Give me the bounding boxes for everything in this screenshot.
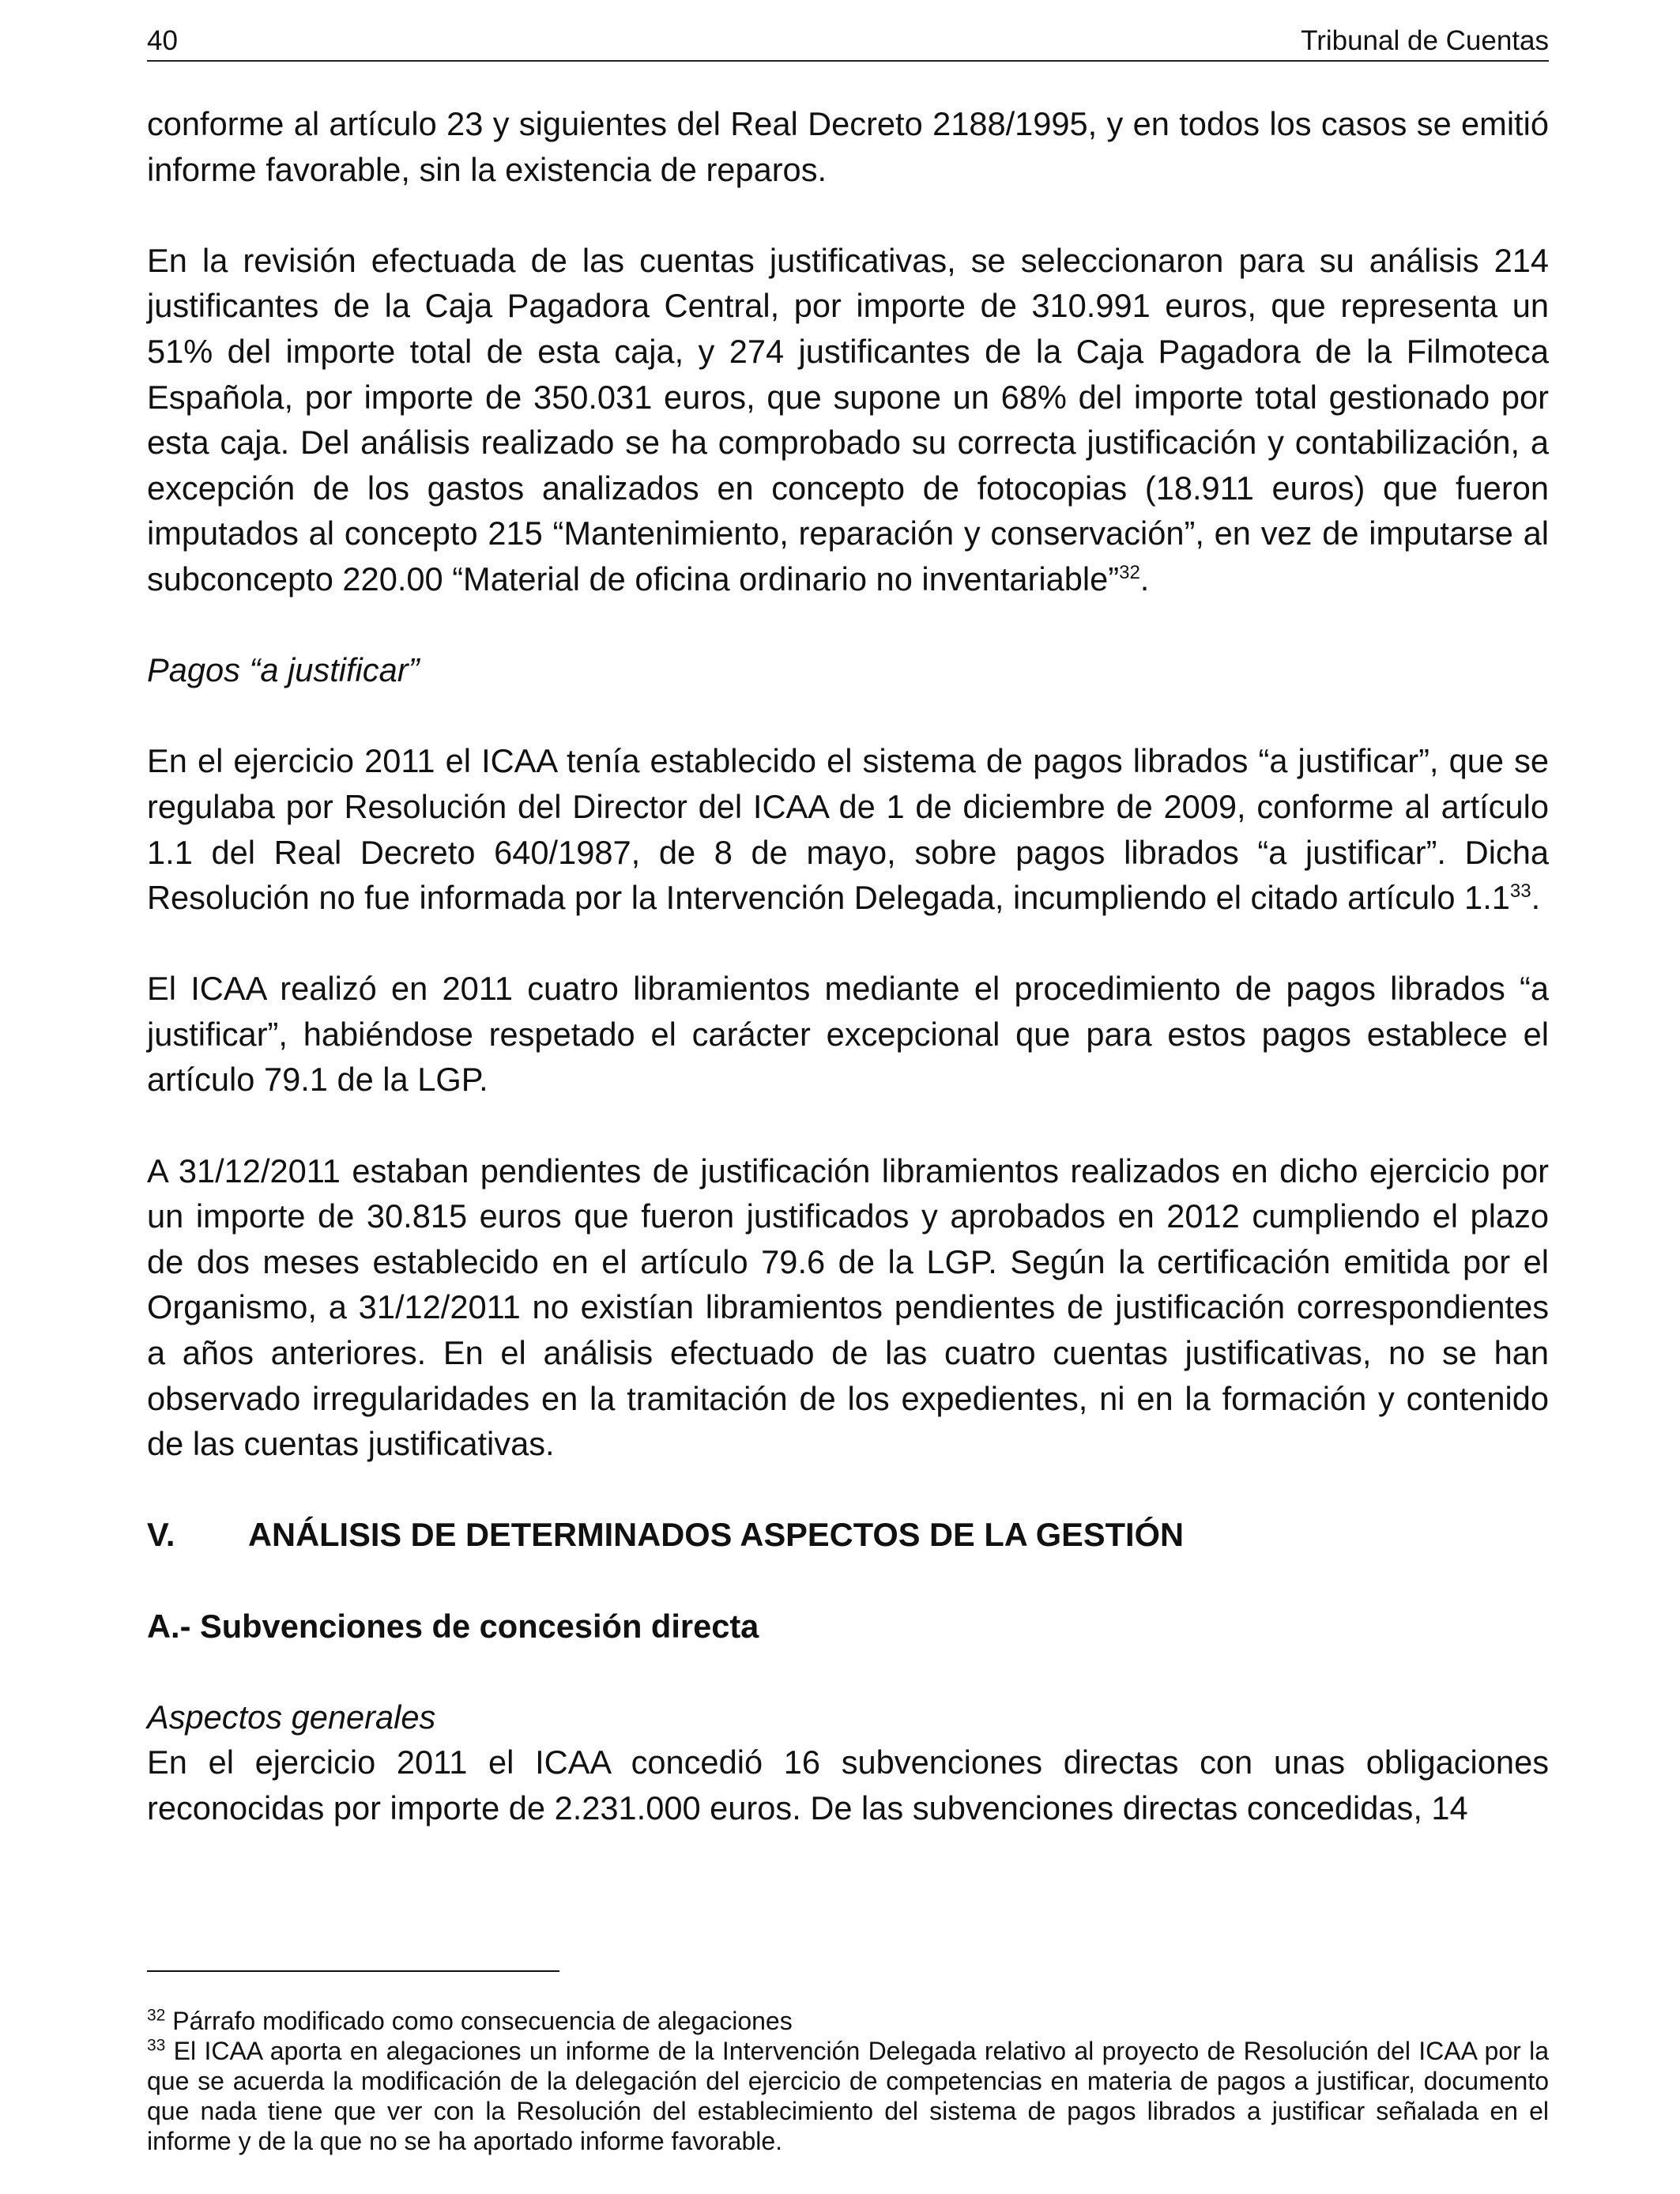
subtitle-aspectos-generales: Aspectos generales bbox=[147, 1698, 436, 1736]
paragraph-2: En la revisión efectuada de las cuentas justificativas, se seleccionaron para su análisis 214 justificantes de la Caja Pagadora Central, por importe de 310.991 euros, que representa un 51% del importe total de esta caja, y 274 justificantes de la Caja Pagadora de la Filmoteca Española, por importe de 350.031 euros, que supone un 68% del importe total gestionado por esta caja. Del análisis realizado se ha comprobado su correcta justificación y contabilización, a excepción de los gastos analizados en concepto de fotocopias (18.911 euros) que fueron imputados al concepto 215 “Mantenimiento, reparación y conservación”, en vez de imputarse al subconcepto 220.00 “Material de oficina ordinario no inventariable”$^{32}$. bbox=[147, 241, 1549, 598]
paragraph-3: En el ejercicio 2011 el ICAA tenía establecido el sistema de pagos librados “a justificar”, que se regulaba por Resolución del Director del ICAA de 1 de diciembre de 2009, conforme al artículo 1.1 del Real Decreto 640/1987, de 8 de mayo, sobre pagos librados “a justificar”. Dicha Resolución no fue informada por la Intervención Delegada, incumpliendo el citado artículo $1.1^{33}$. bbox=[147, 742, 1549, 917]
document-body bbox=[147, 101, 1549, 1831]
page-header bbox=[147, 22, 1549, 62]
footnotes bbox=[147, 2006, 1549, 2156]
footnote-32: $^{32}$ Párrafo modificado como consecuencia de alegaciones bbox=[147, 2006, 793, 2035]
subtitle-pagos-a-justificar: Pagos “a justificar” bbox=[147, 651, 420, 689]
paragraph-5: A 31/12/2011 estaban pendientes de justificación libramientos realizados en dicho ejercicio por un importe de 30.815 euros que fueron justificados y aprobados en 2012 cumpliendo el plazo de dos meses establecido en el artículo 79.6 de la LGP. Según la certificación emitida por el Organismo, a 31/12/2011 no existían libramientos pendientes de justificación correspondientes a años anteriores. En el análisis efectuado de las cuatro cuentas justificativas, no se han observado irregularidades en la tramitación de los expedientes, ni en la formación y contenido de las cuentas justificativas. bbox=[147, 1152, 1549, 1463]
section-title: ANÁLISIS DE DETERMINADOS ASPECTOS DE LA GESTIÓN bbox=[248, 1516, 1184, 1554]
subsection-heading-a: A.- Subvenciones de concesión directa bbox=[147, 1607, 759, 1645]
header-organization: Tribunal de Cuentas bbox=[1301, 25, 1549, 56]
page-number: 40 bbox=[147, 25, 178, 56]
section-number: V. bbox=[147, 1516, 175, 1554]
paragraph-1: conforme al artículo 23 y siguientes del Real Decreto 2188/1995, y en todos los casos se emitió informe favorable, sin la existencia de reparos. bbox=[147, 105, 1549, 188]
paragraph-6: En el ejercicio 2011 el ICAA concedió 16 subvenciones directas con unas obligaciones reconocidas por importe de 2.231.000 euros. De las subvenciones directas concedidas, 14 bbox=[147, 1744, 1549, 1826]
footnote-33: $^{33}$ El ICAA aporta en alegaciones un informe de la Intervención Delegada relativo al proyecto de Resolución del ICAA por la que se acuerda la modificación de la delegación del ejercicio de competencias en materia de pagos a justificar, documento que nada tiene que ver con la Resolución del establecimiento del sistema de pagos librados a justificar señalada en el informe y de la que no se ha aportado informe favorable. bbox=[147, 2036, 1549, 2155]
paragraph-4: El ICAA realizó en 2011 cuatro libramientos mediante el procedimiento de pagos librados “a justificar”, habiéndose respetado el carácter excepcional que para estos pagos establece el artículo 79.1 de la LGP. bbox=[147, 970, 1549, 1099]
footnote-ref-33[interactable]: 33 bbox=[1509, 880, 1531, 903]
footnote-ref-32[interactable]: 32 bbox=[1119, 562, 1140, 584]
footnote-separator bbox=[147, 1970, 559, 1972]
section-heading-v bbox=[147, 1512, 1549, 1558]
